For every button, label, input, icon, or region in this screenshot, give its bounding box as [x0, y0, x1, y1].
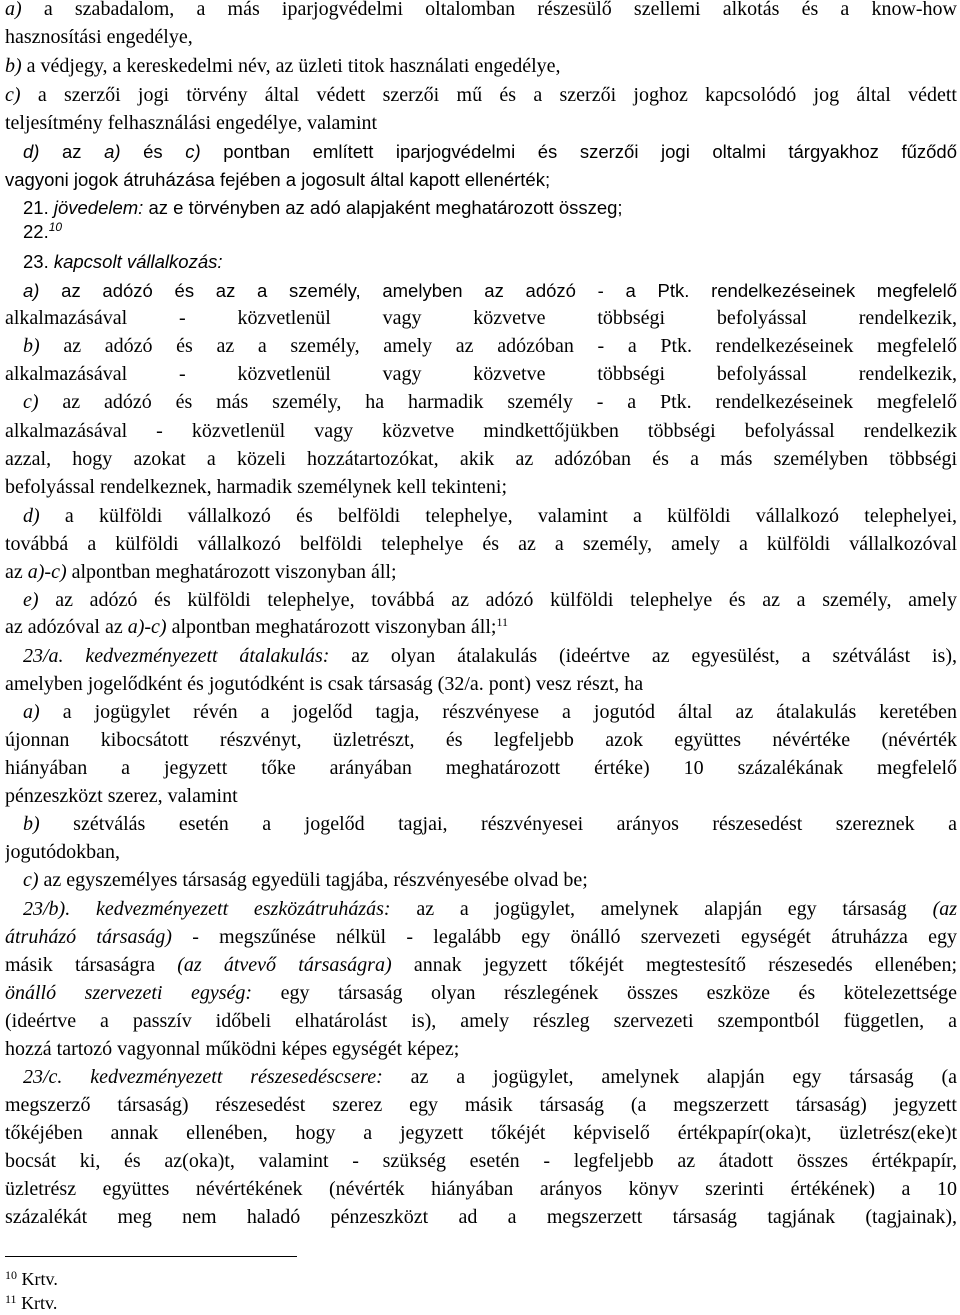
text-line: [5, 980, 957, 1007]
section-number: 23/b).: [23, 898, 96, 920]
text-line: [23, 389, 957, 416]
item-marker: b): [23, 335, 40, 357]
footnote-text: Krtv.: [21, 1269, 58, 1289]
line-text: alpontban meghatározott viszonyban áll;: [66, 561, 397, 583]
line-text: az: [5, 561, 28, 583]
text-line: [5, 924, 957, 951]
item-ref: c): [185, 141, 201, 162]
line-text: az egyszemélyes társaság egyedüli tagjába, részvényesébe olvad be;: [38, 869, 588, 891]
line-text: az: [39, 141, 105, 162]
item-marker: c): [5, 84, 21, 106]
line-text: és: [120, 141, 186, 162]
section-number: 23/a.: [23, 645, 86, 667]
line-text: pontban említett iparjogvédelmi és szerzői jogi oltalmi tárgyakhoz fűződő: [200, 141, 957, 162]
line-text: az adózó és az a személy, amelyben az adózó - a Ptk. rendelkezéseinek megfelelő: [39, 280, 957, 301]
line-text: a szerzői jogi törvény által védett szerzői mű és a szerzői joghoz kapcsolódó jog által védett: [20, 84, 957, 106]
item-marker: c): [23, 869, 39, 891]
text-line: [23, 699, 957, 726]
item-marker: a): [23, 701, 40, 723]
text-line: amelyben jogelődként és jogutódként is csak társaság (32/a. pont) vesz részt, ha: [5, 673, 644, 695]
text-line: [23, 333, 957, 360]
text-line: újonnan kibocsátott részvényt, üzletrészt, és legfeljebb azok együttes névértéke (névérték: [5, 729, 957, 751]
item-marker: c): [23, 391, 39, 413]
text-line: hiányában a jegyzett tőke arányában meghatározott értéke) 10 százalékának megfelelő: [5, 757, 957, 779]
footnote-text: Krtv.: [21, 1293, 58, 1313]
item-marker: b): [23, 813, 40, 835]
line-text: az olyan átalakulás (ideértve az egyesülést, a szétválást is),: [329, 645, 957, 667]
text-line: alkalmazásával - közvetlenül vagy közvetve mindkettőjükben többségi befolyással rendelkezik: [5, 420, 957, 442]
text-line: üzletrész együttes névértékének (névérték hiányában arányos könyv szerinti értékének) a 10: [5, 1178, 957, 1200]
text-line: bocsát ki, és az(oka)t, valamint - szükség esetén - legfeljebb az átadott összes értékpapír,: [5, 1150, 957, 1172]
line-text: az adózó és az a személy, amely az adózóban - a Ptk. rendelkezéseinek megfelelő: [39, 335, 957, 357]
text-line: [23, 811, 957, 838]
defined-term: jövedelem:: [53, 197, 144, 218]
text-line: alkalmazásával - közvetlenül vagy közvetve többségi befolyással rendelkezik,: [5, 363, 957, 385]
line-text: - megszűnése nélkül - legalább egy önálló szervezeti egységét átruházza egy: [171, 926, 957, 948]
defined-term: önálló szervezeti egység:: [5, 982, 253, 1004]
line-text: annak jegyzett tőkéjét megtestesítő részesedés ellenében;: [391, 954, 957, 976]
defined-term: (az átvevő társaságra): [177, 954, 392, 976]
text-line: továbbá a külföldi vállalkozó belföldi telephelye és az a személy, amely a külföldi vállalkozóval: [5, 533, 957, 555]
footnote-number: 10: [5, 1268, 17, 1282]
text-line: azzal, hogy azokat a közeli hozzátartozókat, akik az adózóban és a más személyben többségi: [5, 448, 957, 470]
item-marker: d): [23, 141, 40, 162]
item-ref: a): [104, 141, 121, 162]
text-line: [23, 503, 957, 530]
definition-23b: [23, 896, 957, 923]
line-text: az adózóval az: [5, 616, 128, 638]
text-line: pénzeszközt szerez, valamint: [5, 785, 238, 807]
text-line: [5, 614, 957, 641]
section-number: 23.: [23, 251, 54, 272]
definition-23a: [23, 643, 957, 670]
section-number: 23/c.: [23, 1066, 91, 1088]
item-marker: d): [23, 505, 40, 527]
line-text: az a jogügylet, amelynek alapján egy társaság (a: [382, 1066, 957, 1088]
section-number: 21.: [23, 197, 54, 218]
line-text: a védjegy, a kereskedelmi név, az üzleti titok használati engedélye,: [21, 55, 561, 77]
footnote-11: [5, 1291, 57, 1315]
line-text: az adózó és külföldi telephelye, továbbá az adózó külföldi telephelye és az a személy, amely: [38, 589, 957, 611]
section-number: 22.: [23, 221, 49, 242]
text-line: [23, 867, 957, 894]
item-marker: a): [23, 280, 40, 301]
defined-term: kapcsolt vállalkozás:: [53, 251, 223, 272]
text-line: (ideértve a passzív időbeli elhatárolást is), amely részleg szervezeti szempontból független, a: [5, 1010, 957, 1032]
text-line: jogutódokban,: [5, 841, 120, 863]
text-line: [5, 53, 957, 80]
text-line: hozzá tartozó vagyonnal működni képes egységét képez;: [5, 1038, 460, 1060]
text-line: [5, 952, 957, 979]
defined-term: kedvezményezett részesedéscsere:: [90, 1066, 383, 1088]
line-text: az adózó és más személy, ha harmadik személy - a Ptk. rendelkezéseinek megfelelő: [38, 391, 957, 413]
text-line: alkalmazásával - közvetlenül vagy közvetve többségi befolyással rendelkezik,: [5, 307, 957, 329]
text-line: [5, 559, 957, 586]
defined-term: (az: [932, 898, 957, 920]
item-ref: a)-c): [127, 616, 167, 638]
line-text: egy társaság olyan részlegének összes eszköze és kötelezettsége: [252, 982, 957, 1004]
footnote-10: [5, 1267, 58, 1291]
text-line: vagyoni jogok átruházása fejében a jogosult által kapott ellenérték;: [5, 169, 551, 190]
text-line: [23, 138, 957, 165]
text-line: teljesítmény felhasználási engedélye, valamint: [5, 112, 378, 134]
item-ref: a)-c): [27, 561, 67, 583]
definition-21: [23, 194, 957, 221]
line-text: a jogügylet révén a jogelőd tagja, részvényese a jogutód által az átalakulás keretében: [39, 701, 957, 723]
line-text: alpontban meghatározott viszonyban áll;: [166, 616, 497, 638]
footnote-separator: [5, 1256, 297, 1257]
text-line: százalékát meg nem haladó pénzeszközt ad a megszerzett társaság tagjának (tagjainak),: [5, 1206, 957, 1228]
text-line: [23, 277, 957, 304]
item-marker: b): [5, 55, 22, 77]
defined-term: kedvezményezett átalakulás:: [85, 645, 330, 667]
defined-term: átruházó társaság): [5, 926, 172, 948]
line-text: szétválás esetén a jogelőd tagjai, részvényesei arányos részesedést szereznek a: [39, 813, 957, 835]
item-marker: a): [5, 0, 22, 20]
definition-22: [23, 218, 957, 245]
text-line: [23, 587, 957, 614]
line-text: másik társaságra: [5, 954, 178, 976]
item-marker: e): [23, 589, 39, 611]
definition-23: [23, 248, 957, 275]
defined-term: kedvezményezett eszközátruházás:: [95, 898, 391, 920]
text-line: befolyással rendelkeznek, harmadik személynek kell tekinteni;: [5, 476, 508, 498]
line-text: a külföldi vállalkozó és belföldi telephelye, valamint a külföldi vállalkozó telephelyei,: [39, 505, 957, 527]
text-line: [5, 82, 957, 109]
footnote-ref: 11: [496, 615, 509, 629]
footnote-ref: 10: [48, 220, 63, 234]
text-line: megszerző társaság) részesedést szerez egy másik társaság (a megszerzett társaság) jegyzett: [5, 1094, 957, 1116]
line-text: a szabadalom, a más iparjogvédelmi oltalomban részesülő szellemi alkotás és a know-how: [21, 0, 957, 20]
definition-23c: [23, 1064, 957, 1091]
text-line: [5, 0, 957, 23]
text-line: tőkéjében annak ellenében, hogy a jegyzett tőkéjét képviselő értékpapír(oka)t, üzletrész(eke)t: [5, 1122, 957, 1144]
text-line: hasznosítási engedélye,: [5, 26, 193, 48]
footnote-number: 11: [5, 1292, 17, 1306]
line-text: az e törvényben az adó alapjaként meghatározott összeg;: [143, 197, 623, 218]
line-text: az a jogügylet, amelynek alapján egy társaság: [390, 898, 933, 920]
